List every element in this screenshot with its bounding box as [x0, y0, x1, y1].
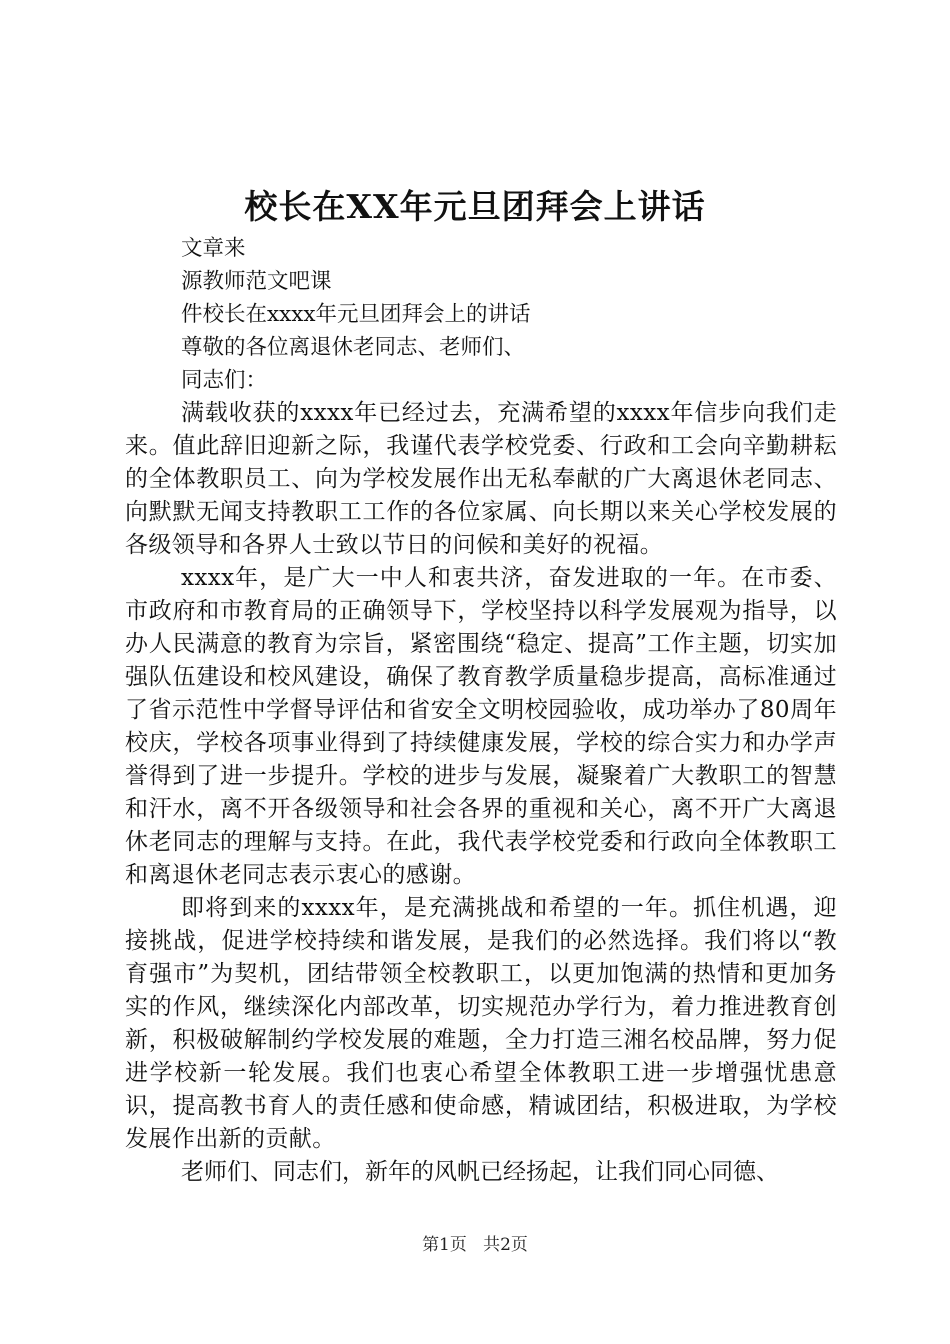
salutation-line-2: 同志们： [181, 368, 268, 393]
document-body [125, 232, 837, 1189]
intro-line-2: 源教师范文吧课 [181, 269, 332, 294]
document-title: 校长在XX年元旦团拜会上讲话 [244, 187, 706, 226]
page-number: 第1页 [422, 1235, 467, 1255]
page-footer [0, 1234, 950, 1256]
page-total: 共2页 [483, 1235, 528, 1255]
salutation-line-1: 尊敬的各位离退休老同志、老师们、 [181, 335, 526, 360]
paragraph-2: xxxx年，是广大一中人和衷共济，奋发进取的一年。在市委、市政府和市教育局的正确领导下，学校坚持以科学发展观为指导，以办人民满意的教育为宗旨，紧密围绕“稳定、提高”工作主题，切实加强队伍建设和校风建设，确保了教育教学质量稳步提高，高标准通过了省示范性中学督导评估和省安全文明校园验收，成功举办了80周年校庆，学校各项事业得到了持续健康发展，学校的综合实力和办学声誉得到了进一步提升。学校的进步与发展，凝聚着广大教职工的智慧和汗水，离不开各级领导和社会各界的重视和关心，离不开广大离退休老同志的理解与支持。在此，我代表学校党委和行政向全体教职工和离退休老同志表示衷心的感谢。 [125, 565, 837, 888]
paragraph-1: 满载收获的xxxx年已经过去，充满希望的xxxx年信步向我们走来。值此辞旧迎新之际，我谨代表学校党委、行政和工会向辛勤耕耘的全体教职员工、向为学校发展作出无私奉献的广大离退休老同志、向默默无闻支持教职工工作的各位家属、向长期以来关心学校发展的各级领导和各界人士致以节日的问候和美好的祝福。 [125, 400, 837, 558]
intro-line-3: 件校长在xxxx年元旦团拜会上的讲话 [181, 302, 531, 327]
paragraph-3: 即将到来的xxxx年，是充满挑战和希望的一年。抓住机遇，迎接挑战，促进学校持续和谐发展，是我们的必然选择。我们将以“教育强市”为契机，团结带领全校教职工，以更加饱满的热情和更加务实的作风，继续深化内部改革，切实规范办学行为，着力推进教育创新，积极破解制约学校发展的难题，全力打造三湘名校品牌，努力促进学校新一轮发展。我们也衷心希望全体教职工进一步增强忧患意识，提高教书育人的责任感和使命感，精诚团结，积极进取，为学校发展作出新的贡献。 [125, 895, 837, 1152]
paragraph-4: 老师们、同志们，新年的风帆已经扬起，让我们同心同德、 [181, 1159, 779, 1185]
intro-line-1: 文章来 [181, 236, 246, 261]
